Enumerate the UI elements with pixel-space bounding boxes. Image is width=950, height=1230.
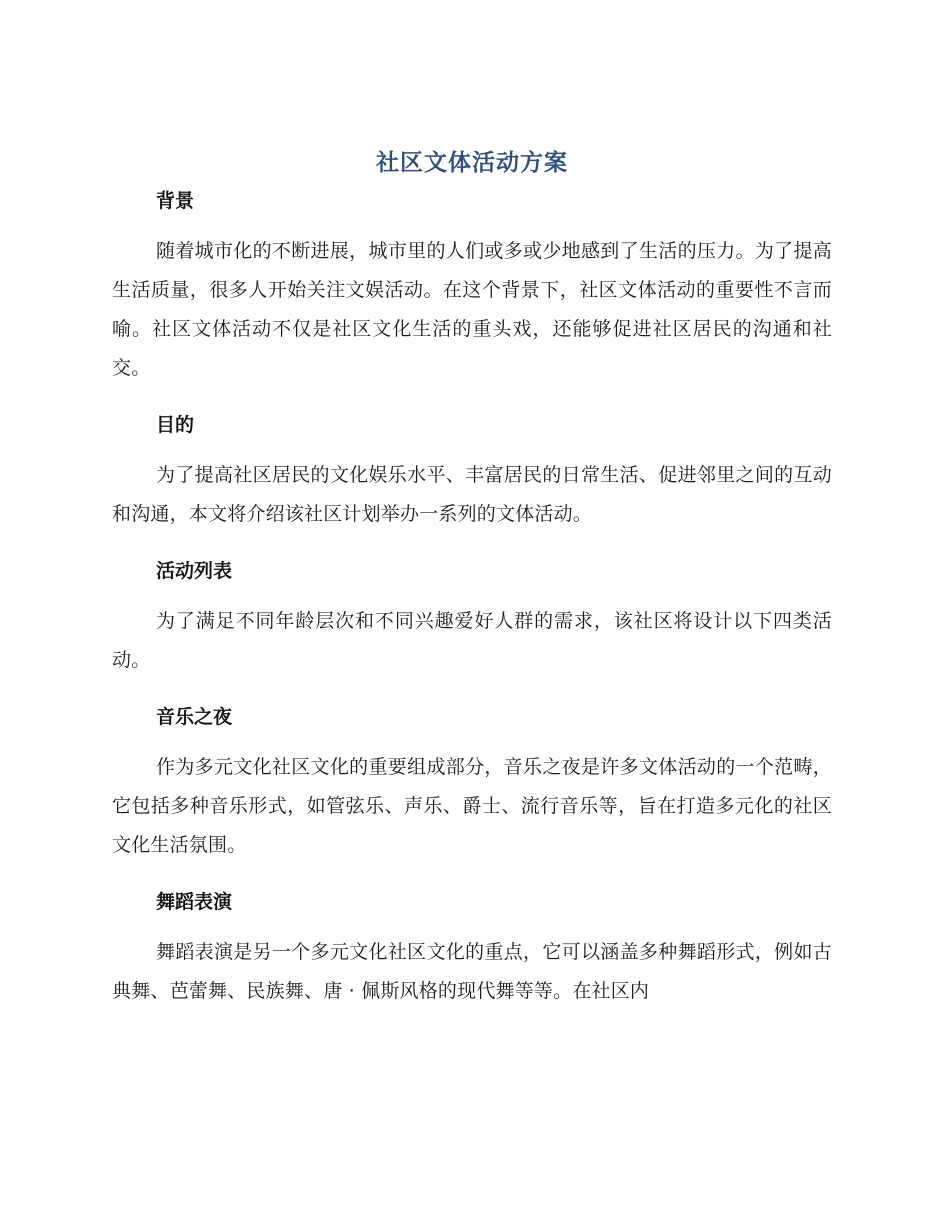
section-heading-music-night: 音乐之夜 bbox=[156, 706, 233, 728]
section-heading-dance-performance: 舞蹈表演 bbox=[156, 891, 233, 913]
section-purpose bbox=[112, 410, 832, 534]
section-heading-background: 背景 bbox=[156, 190, 195, 212]
section-paragraph-background: 随着城市化的不断进展，城市里的人们或多或少地感到了生活的压力。为了提高生活质量，很多人开始关注文娱活动。在这个背景下，社区文体活动的重要性不言而喻。社区文体活动不仅是社区文化生活的重头戏，还能够促进社区居民的沟通和社交。 bbox=[112, 240, 832, 379]
section-background bbox=[112, 186, 832, 388]
section-activity-list bbox=[112, 556, 832, 680]
section-heading-purpose: 目的 bbox=[156, 414, 195, 436]
document-page bbox=[112, 140, 832, 1011]
section-heading-activity-list: 活动列表 bbox=[156, 560, 233, 582]
section-paragraph-dance-performance: 舞蹈表演是另一个多元文化社区文化的重点，它可以涵盖多种舞蹈形式，例如古典舞、芭蕾舞、民族舞、唐 · 佩斯风格的现代舞等等。在社区内 bbox=[112, 941, 832, 1002]
section-music-night bbox=[112, 702, 832, 865]
document-title: 社区文体活动方案 bbox=[376, 150, 568, 176]
section-paragraph-purpose: 为了提高社区居民的文化娱乐水平、丰富居民的日常生活、促进邻里之间的互动和沟通，本文将介绍该社区计划举办一系列的文体活动。 bbox=[112, 464, 832, 525]
section-paragraph-music-night: 作为多元文化社区文化的重要组成部分，音乐之夜是许多文体活动的一个范畴，它包括多种音乐形式，如管弦乐、声乐、爵士、流行音乐等，旨在打造多元化的社区文化生活氛围。 bbox=[112, 756, 832, 856]
section-paragraph-activity-list: 为了满足不同年龄层次和不同兴趣爱好人群的需求，该社区将设计以下四类活动。 bbox=[112, 610, 832, 671]
section-dance-performance bbox=[112, 887, 832, 1011]
